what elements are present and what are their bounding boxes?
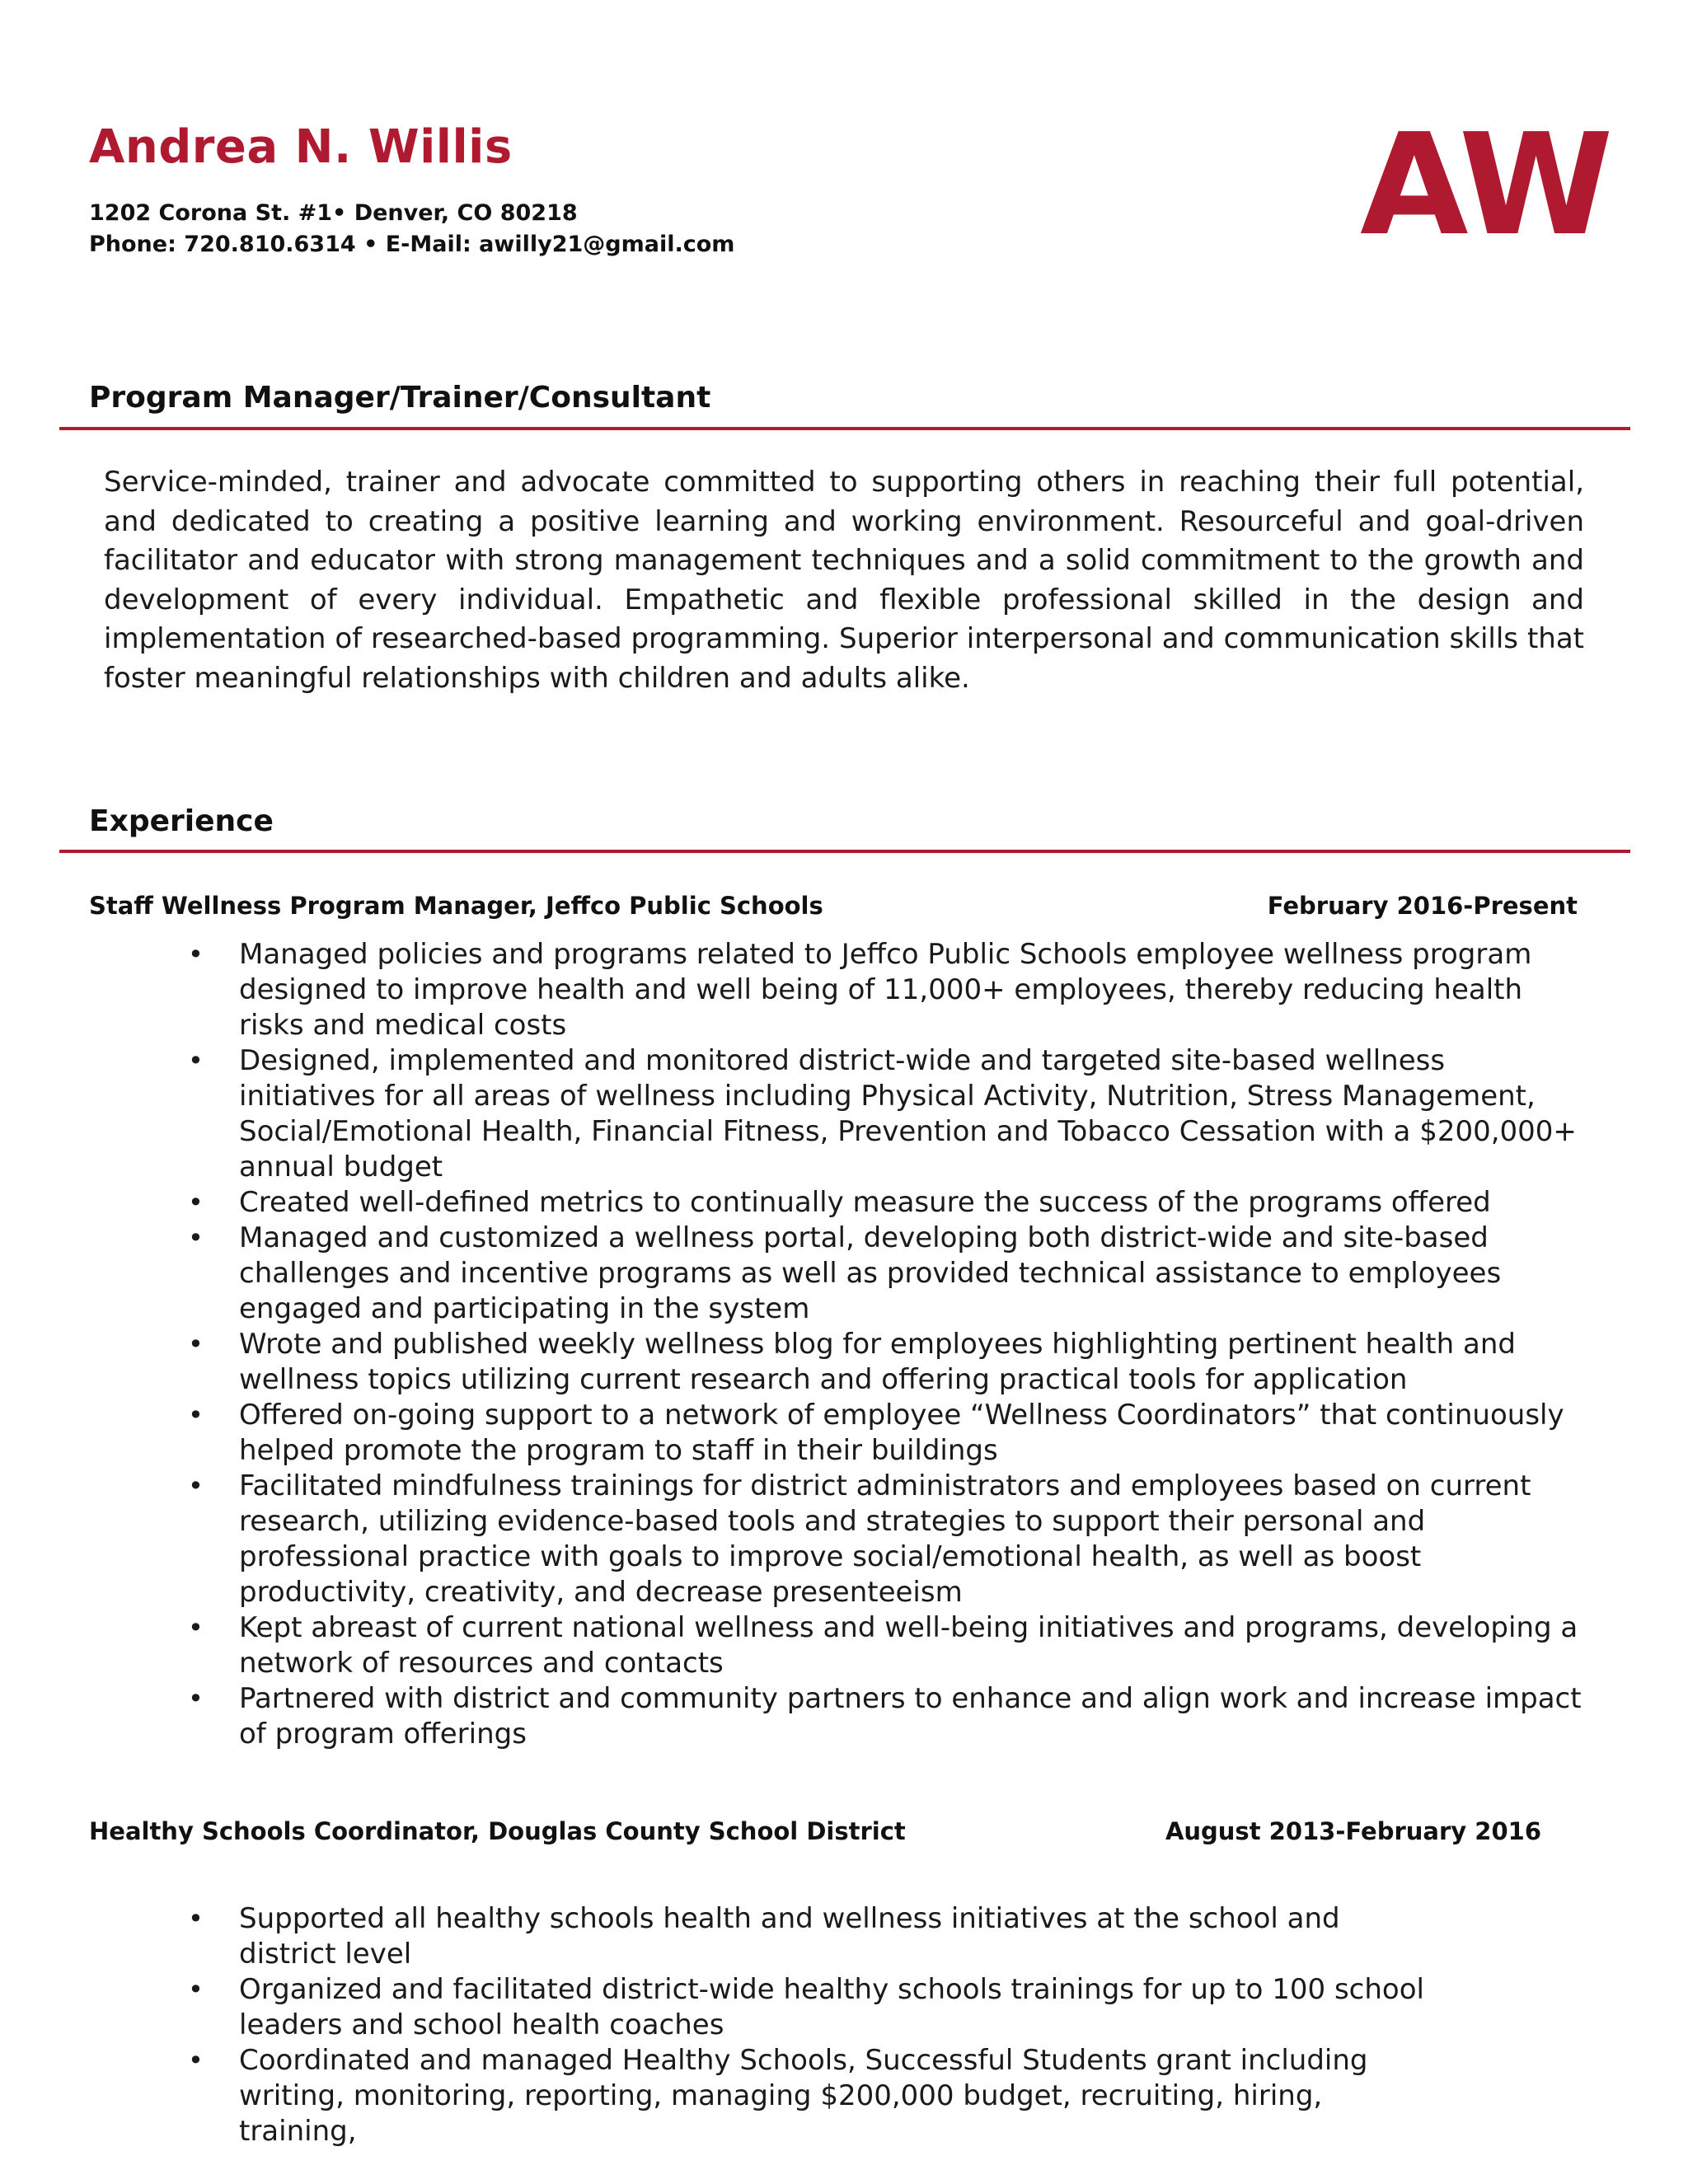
job-dates: August 2013-February 2016 bbox=[1165, 1817, 1541, 1845]
monogram-logo: AW bbox=[1360, 104, 1611, 267]
list-item: • Partnered with district and community partners to enhance and align work and increase impact of program offerings bbox=[0, 1681, 1589, 1752]
list-item: • Managed and customized a wellness portal, developing both district-wide and site-based challenges and incentive programs as well as provided technical assistance to employees engaged and participating in the system bbox=[0, 1221, 1589, 1327]
list-item: • Coordinated and managed Healthy Schools, Successful Students grant including writing, monitoring, reporting, managing $200,000 budget, recruiting, hiring, training, bbox=[0, 2043, 1426, 2149]
profile-divider bbox=[59, 427, 1630, 430]
job-title: Healthy Schools Coordinator, Douglas County School District bbox=[89, 1817, 906, 1845]
list-item: • Designed, implemented and monitored district-wide and targeted site-based wellness initiatives for all areas of wellness including Physical Activity, Nutrition, Stress Management, Social/Emotional Health, Financial Fitness, Prevention and Tobacco Cessation with a $200,000+ annual budget bbox=[0, 1043, 1589, 1185]
list-item: • Supported all healthy schools health and wellness initiatives at the school and district level bbox=[0, 1901, 1426, 1972]
job-bullet-list bbox=[0, 1901, 1426, 2149]
profile-heading: Program Manager/Trainer/Consultant bbox=[89, 381, 711, 415]
list-item: • Offered on-going support to a network of employee “Wellness Coordinators” that continuously helped promote the program to staff in their buildings bbox=[0, 1398, 1589, 1469]
contact-info bbox=[89, 198, 734, 260]
profile-summary: Service-minded, trainer and advocate committed to supporting others in reaching their full potential, and dedicated to creating a positive learning and working environment. Resourceful and goal-driven facilitator and educator with strong management techniques and a solid commitment to the growth and development of every individual. Empathetic and flexible professional skilled in the design and implementation of researched-based programming. Superior interpersonal and communication skills that foster meaningful relationships with children and adults alike. bbox=[104, 466, 1584, 695]
job-title: Staff Wellness Program Manager, Jeffco Public Schools bbox=[89, 892, 823, 920]
list-item: • Facilitated mindfulness trainings for district administrators and employees based on current research, utilizing evidence-based tools and strategies to support their personal and professional practice with goals to improve social/emotional health, as well as boost productivity, creativity, and decrease presenteeism bbox=[0, 1469, 1589, 1610]
phone-email: Phone: 720.810.6314 • E-Mail: awilly21@gmail.com bbox=[89, 232, 735, 257]
list-item: • Kept abreast of current national wellness and well-being initiatives and programs, developing a network of resources and contacts bbox=[0, 1610, 1589, 1681]
list-item: • Wrote and published weekly wellness blog for employees highlighting pertinent health and wellness topics utilizing current research and offering practical tools for application bbox=[0, 1327, 1589, 1398]
list-item: • Managed policies and programs related to Jeffco Public Schools employee wellness program designed to improve health and well being of 11,000+ employees, thereby reducing health risks and medical costs bbox=[0, 937, 1589, 1043]
experience-heading: Experience bbox=[89, 804, 274, 838]
job-dates: February 2016-Present bbox=[1267, 892, 1578, 920]
list-item: • Created well-defined metrics to continually measure the success of the programs offered bbox=[0, 1185, 1589, 1221]
experience-divider bbox=[59, 850, 1630, 853]
address: 1202 Corona St. #1• Denver, CO 80218 bbox=[89, 200, 578, 226]
candidate-name: Andrea N. Willis bbox=[89, 120, 513, 174]
job-bullet-list bbox=[0, 937, 1589, 1752]
list-item: • Organized and facilitated district-wide healthy schools trainings for up to 100 school leaders and school health coaches bbox=[0, 1972, 1426, 2043]
